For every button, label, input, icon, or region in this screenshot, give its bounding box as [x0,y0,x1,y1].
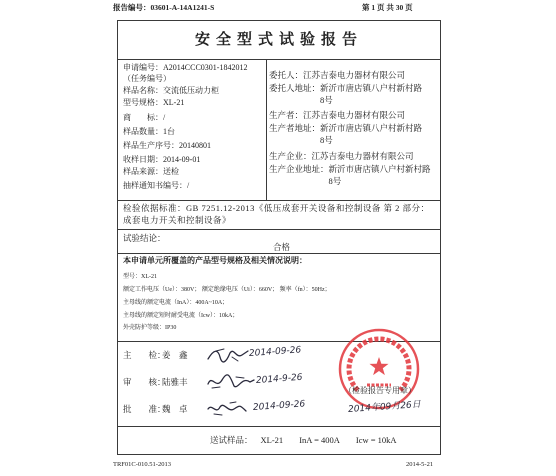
field-label: 型号规格： [123,98,163,107]
coverage-line: 额定工作电压（Ue）：380V； 额定绝缘电压（Ui）：660V； 频率（fn）：50Hz； [123,287,331,293]
signer-name: 姜 鑫 [162,350,188,360]
coverage-line: 主母线的额定短时耐受电流（Icw）：10kA； [123,313,239,319]
field-value: GB 7251.12-2013《低压成套开关设备和控制设备 第 2 部分：成套电力开关和控制设备》 [123,203,430,225]
short-time-current: Icw = 10kA [355,435,397,445]
task-number-label: （任务编号） [123,74,171,83]
coverage-heading: 本申请单元所覆盖的产品型号规格及相关情况说明： [123,256,307,265]
seal-star-icon [369,357,388,375]
submitted-sample [210,434,397,446]
signature-role: 批 准： [123,404,166,414]
form-code: TRF01C-010.51-2013 [113,461,171,468]
signature-date: 2014-09-26 [252,399,306,413]
conclusion-label: 试验结论： [123,233,166,243]
footer-date: 2014-5-21 [406,461,434,468]
signature-date: 2014-09-26 [248,345,302,359]
report-number-label: 报告编号： [113,3,151,12]
report-number-value: 03601-A-14A1241-S [150,3,215,12]
test-standard [123,202,437,226]
field-label: 委托人地址： [269,83,321,93]
client [269,69,405,81]
rated-current: InA = 400A [299,435,340,445]
sample-model: XL-21 [260,435,284,445]
manufacturer-address [269,163,433,187]
sampling-notice-number [123,181,189,191]
field-label: 生产企业： [269,151,312,161]
seal-date: 2014年09月26日 [347,399,422,415]
field-label: 委托人： [269,70,304,80]
field-label: 申请编号： [123,63,163,72]
received-date [123,155,200,165]
report-form [117,20,441,455]
column-divider [266,59,267,200]
manufacturer [269,150,414,162]
field-label: 样品名称： [123,86,163,95]
field-label: 抽样通知书编号： [123,181,187,190]
field-value: 2014-09-01 [163,155,201,164]
sample-name [123,86,219,96]
client-address [269,82,424,106]
field-value: / [187,181,190,190]
field-label: 收样日期： [123,155,163,164]
signer-name: 陆雅丰 [162,377,188,387]
field-value: A2014CCC0301-1842012 [163,63,248,72]
field-label: 送试样品： [210,435,253,445]
coverage-line: 型号：XL-21 [123,274,157,280]
field-label: 样品来源： [123,167,163,176]
signature-role: 主 检： [123,350,166,360]
field-value: XL-21 [163,98,185,107]
sample-serial-number [123,141,211,151]
field-value: 新沂市唐店镇八户村新村路8号 [320,83,423,105]
field-label: 商 标： [123,113,163,122]
field-label: 生产者地址： [269,123,321,133]
seal-caption: （检验报告专用章） [344,386,416,395]
handwritten-signature [206,372,256,392]
conclusion-value: 合格 [273,242,291,252]
field-value: 江苏吉泰电力器材有限公司 [311,151,414,161]
signer-name: 魏 卓 [162,404,188,414]
handwritten-signature [206,345,254,365]
field-value: / [163,113,166,122]
page-info: 第 1 页 共 30 页 [362,3,413,12]
divider [118,426,440,427]
trademark [123,113,165,123]
page-title: 安全型式试验报告 [194,32,363,48]
field-label: 生产企业地址： [269,164,329,174]
producer-address [269,122,424,146]
signature-date: 2014-9-26 [255,372,303,386]
divider [118,59,440,60]
signature-role: 审 核： [123,377,166,387]
sample-quantity [123,127,175,137]
field-label: 样品生产序号： [123,141,179,150]
field-label: 生产者： [269,110,304,120]
field-value: 1台 [163,127,175,136]
coverage-line: 外壳防护等级：IP30 [123,325,177,331]
report-number [113,3,214,13]
field-value: 新沂市唐店镇八户村新村路8号 [320,123,423,145]
divider [118,200,440,201]
divider [118,253,440,254]
field-value: 新沂市唐店镇八户村新村路8号 [328,164,431,186]
coverage-line: 主母线的额定电流（InA）：400A~10A； [123,300,229,306]
field-value: 交流低压动力柜 [163,86,219,95]
divider [118,229,440,230]
field-value: 江苏吉泰电力器材有限公司 [303,110,406,120]
field-value: 送检 [163,167,179,176]
producer [269,109,405,121]
sample-source [123,167,179,177]
model-spec [123,98,184,108]
field-value: 20140801 [179,141,211,150]
field-label: 样品数量： [123,127,163,136]
field-label: 检验依据标准： [123,203,187,213]
field-value: 江苏吉泰电力器材有限公司 [303,70,406,80]
handwritten-signature [206,399,250,419]
application-number [123,63,247,73]
